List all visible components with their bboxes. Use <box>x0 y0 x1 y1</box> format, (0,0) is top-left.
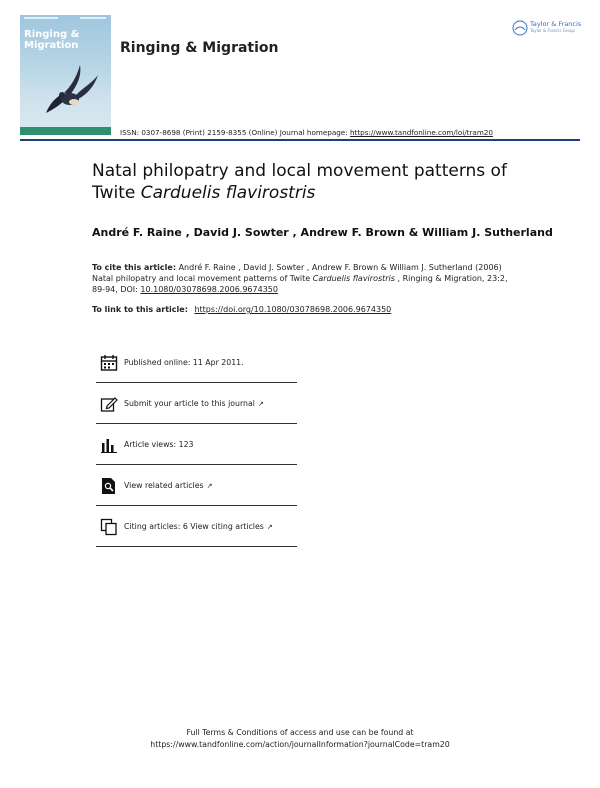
species-name: Carduelis flavirostris <box>140 183 316 203</box>
calendar-icon <box>100 354 118 372</box>
related-articles-link[interactable]: View related articles <box>124 481 204 490</box>
issn-text: ISSN: 0307-8698 (Print) 2159-8355 (Online) Journal homepage: <box>120 128 348 137</box>
info-row-submit[interactable] <box>96 383 297 424</box>
journal-name: Ringing & Migration <box>120 40 279 56</box>
bird-illustration <box>40 57 110 127</box>
article-authors: André F. Raine , David J. Sowter , Andrew F. Brown & William J. Sutherland <box>92 226 553 239</box>
submit-article-link[interactable]: Submit your article to this journal <box>124 399 255 408</box>
citation-label: To cite this article: <box>92 263 177 272</box>
external-link-icon: ↗ <box>206 482 213 490</box>
journal-homepage-link[interactable]: https://www.tandfonline.com/loi/tram20 <box>349 128 493 137</box>
terms-url[interactable]: https://www.tandfonline.com/action/journalInformation?journalCode=tram20 <box>150 740 450 749</box>
link-label: To link to this article: <box>92 305 188 314</box>
external-link-icon: ↗ <box>266 523 273 531</box>
published-date: Published online: 11 Apr 2011. <box>124 358 244 367</box>
info-row-related[interactable] <box>96 465 297 506</box>
cover-footer-bar <box>20 127 111 135</box>
info-row-views <box>96 424 297 465</box>
article-link-line <box>92 305 391 314</box>
cover-title: Ringing & Migration <box>24 29 80 51</box>
cover-top-lines <box>20 15 111 25</box>
publisher-logo-text: Taylor & Francis <box>530 20 582 28</box>
info-row-citing[interactable] <box>96 506 297 547</box>
citation-block: To cite this article: André F. Raine , David J. Sowter , Andrew F. Brown & William J. Sutherland (2006) Natal philopatry and local movement patterns of Twite Carduelis flavirostris , Ringing & Migration, 23:2, 89-94, DOI: 10.1080/03078698.2006.9674350 <box>92 263 508 294</box>
terms-text: Full Terms & Conditions of access and use can be found at <box>186 728 414 737</box>
article-doi-url[interactable]: https://doi.org/10.1080/03078698.2006.9674350 <box>194 305 392 314</box>
external-link-icon: ↗ <box>257 400 264 408</box>
journal-cover <box>20 15 111 135</box>
article-title: Natal philopatry and local movement patterns of Twite Carduelis flavirostris <box>92 161 507 203</box>
bar-chart-icon <box>100 436 118 454</box>
article-views: Article views: 123 <box>124 440 194 449</box>
doi-link[interactable]: 10.1080/03078698.2006.9674350 <box>140 285 278 294</box>
issn-line <box>120 128 493 137</box>
search-document-icon <box>100 477 118 495</box>
citation-icon <box>100 518 118 536</box>
citing-articles-link[interactable]: Citing articles: 6 View citing articles <box>124 522 264 531</box>
pencil-icon <box>100 395 118 413</box>
terms-footer <box>100 727 500 751</box>
info-row-published <box>96 342 297 383</box>
publisher-logo-subtext: Taylor & Francis Group <box>530 28 575 33</box>
header-rule <box>20 139 580 141</box>
